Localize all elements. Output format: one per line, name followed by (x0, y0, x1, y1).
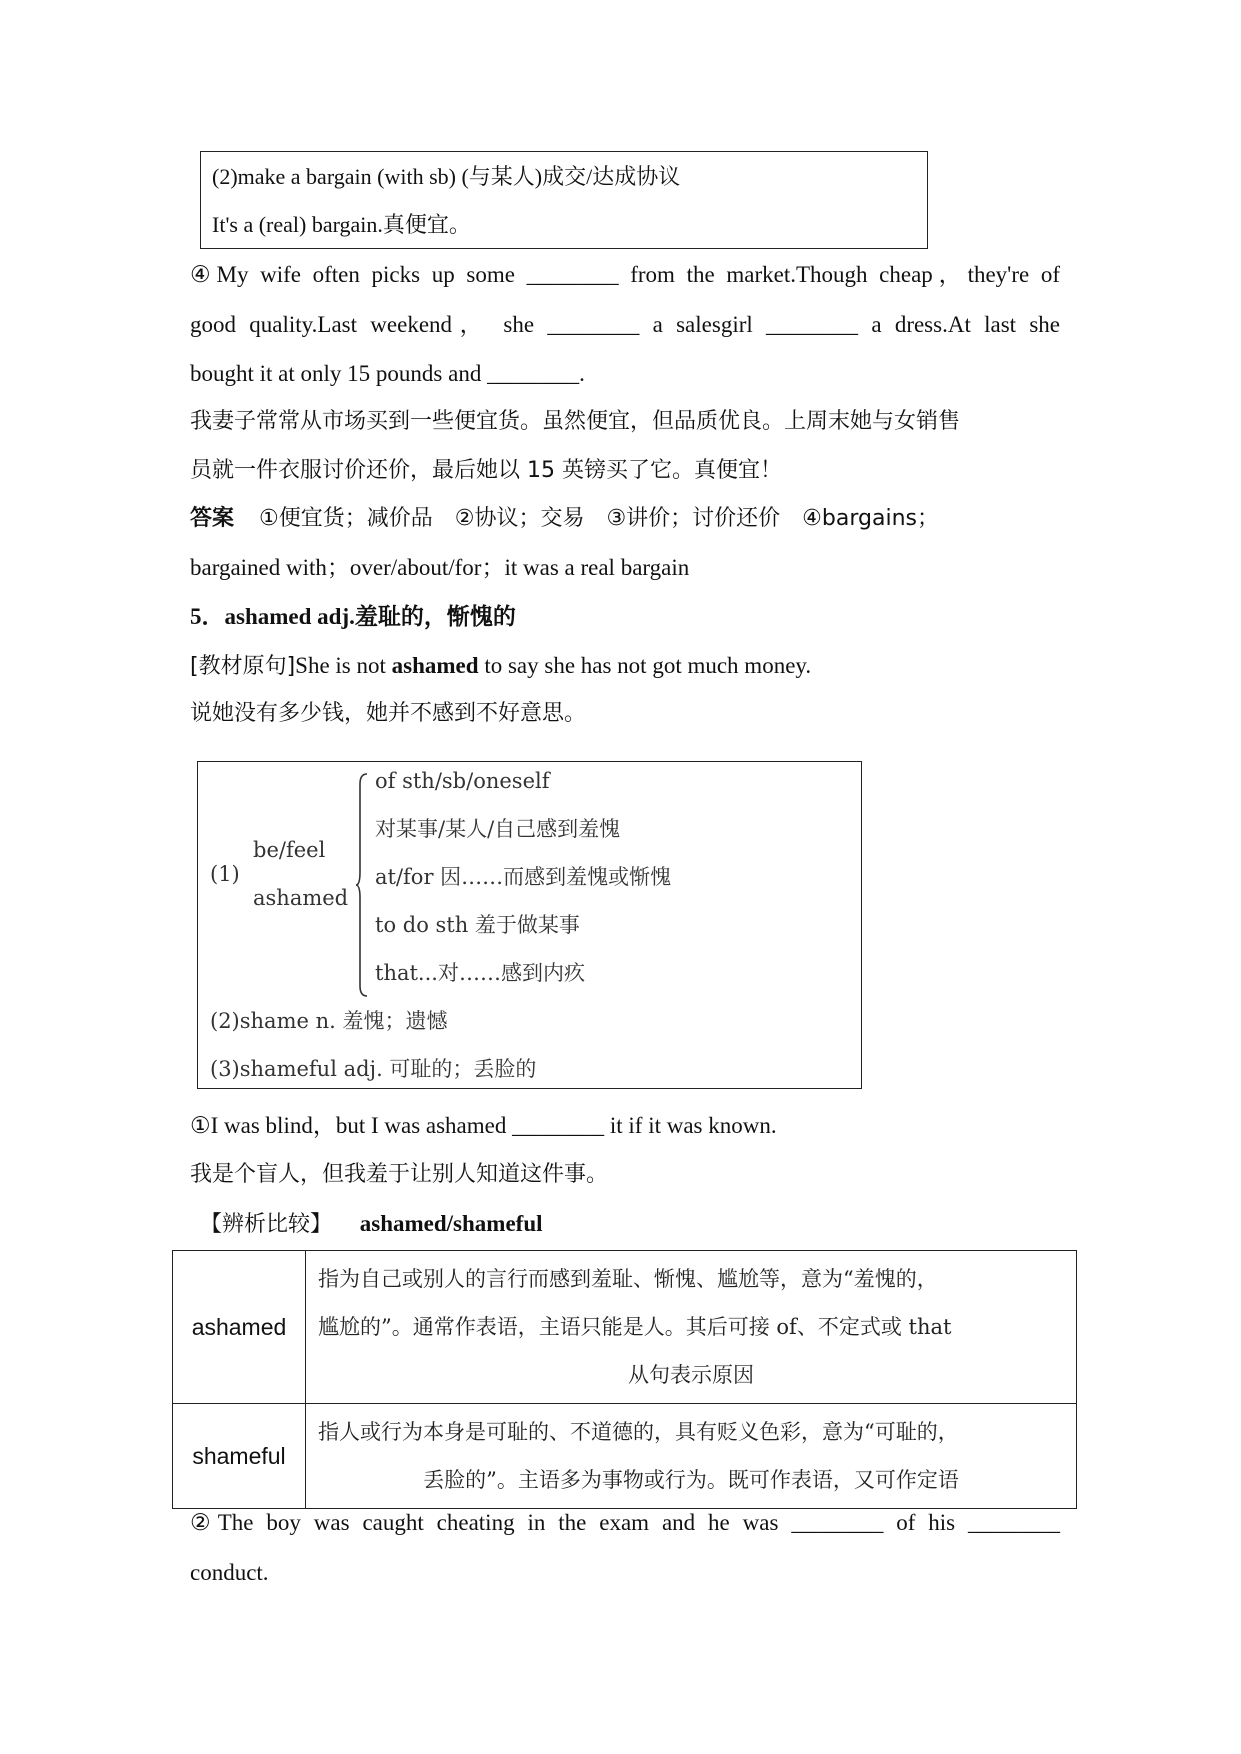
source-post: to say she has not got much money. (478, 653, 812, 678)
box2-num1: (1) (210, 862, 240, 886)
box2-item: that...对……感到内疚 (375, 961, 585, 985)
table-row (173, 1404, 1077, 1509)
bargain-phrase-box (200, 151, 928, 249)
curly-brace-icon (355, 772, 369, 998)
answer-line2: bargained with；over/about/for；it was a real bargain (190, 555, 690, 580)
desc-cell (306, 1404, 1077, 1509)
box2-head2: ashamed (253, 886, 349, 910)
desc-line: 尴尬的”。通常作表语，主语只能是人。其后可接 of、不定式或 that (318, 1315, 952, 1339)
compare-title: 【辨析比较】 (200, 1212, 333, 1237)
box2-item: 对某事/某人/自己感到羞愧 (375, 817, 621, 841)
desc-line: 丢脸的”。主语多为事物或行为。既可作表语，又可作定语 (423, 1468, 959, 1492)
ashamed-usage-box (197, 761, 862, 1089)
compare-heading (200, 1209, 543, 1240)
source-bold: ashamed (391, 653, 479, 678)
q4-zh1: 我妻子常常从市场买到一些便宜货。虽然便宜，但品质优良。上周末她与女销售 (190, 409, 961, 434)
box2-item: at/for 因……而感到羞愧或惭愧 (375, 865, 672, 889)
box1-line2: It's a (real) bargain.真便宜。 (212, 212, 471, 237)
desc-line: 指为自己或别人的言行而感到羞耻、惭愧、尴尬等，意为“羞愧的， (318, 1267, 938, 1291)
box1-line1: (2)make a bargain (with sb) (与某人)成交/达成协议 (212, 164, 681, 189)
box2-line2: (2)shame n. 羞愧；遗憾 (210, 1009, 448, 1033)
entry5-source-zh: 说她没有多少钱，她并不感到不好意思。 (190, 701, 587, 726)
table-row (173, 1251, 1077, 1404)
box2-item: of sth/sb/oneself (375, 769, 550, 793)
entry5-source (190, 651, 811, 682)
desc-cell (306, 1251, 1077, 1404)
entry5-heading: 5．ashamed adj.羞耻的，惭愧的 (190, 604, 516, 629)
q2-line1: ②The boy was caught cheating in the exam and he was ________ of his ________ (190, 1510, 1060, 1535)
q4-line3: bought it at only 15 pounds and ________. (190, 361, 585, 386)
answer-text1: ①便宜货；减价品 ②协议；交易 ③讲价；讨价还价 ④bargains； (259, 506, 939, 531)
box2-head1: be/feel (253, 838, 326, 862)
box2-item: to do sth 羞于做某事 (375, 913, 580, 937)
compare-words: ashamed/shameful (359, 1211, 543, 1236)
answer-line1 (190, 504, 939, 534)
answer-label: 答案 (190, 506, 235, 531)
q4-zh2: 员就一件衣服讨价还价，最后她以 15 英镑买了它。真便宜！ (190, 458, 782, 483)
q4-line1: ④My wife often picks up some ________ from the market.Though cheap，they're of (190, 262, 1060, 287)
desc-line: 指人或行为本身是可耻的、不道德的，具有贬义色彩，意为“可耻的， (318, 1420, 959, 1444)
box2-line3: (3)shameful adj. 可耻的；丢脸的 (210, 1057, 537, 1081)
term-cell: ashamed (173, 1251, 306, 1404)
term-cell: shameful (173, 1404, 306, 1509)
source-label: [教材原句] (190, 654, 296, 679)
desc-line: 从句表示原因 (628, 1363, 754, 1387)
source-pre: She is not (295, 653, 392, 678)
q1-en: ①I was blind，but I was ashamed ________ it if it was known. (190, 1113, 777, 1138)
comparison-table (172, 1250, 1077, 1509)
q4-line2: good quality.Last weekend， she ________ a salesgirl ________ a dress.At last she (190, 312, 1060, 337)
q2-line2: conduct. (190, 1560, 269, 1585)
q1-zh: 我是个盲人，但我羞于让别人知道这件事。 (190, 1162, 609, 1187)
